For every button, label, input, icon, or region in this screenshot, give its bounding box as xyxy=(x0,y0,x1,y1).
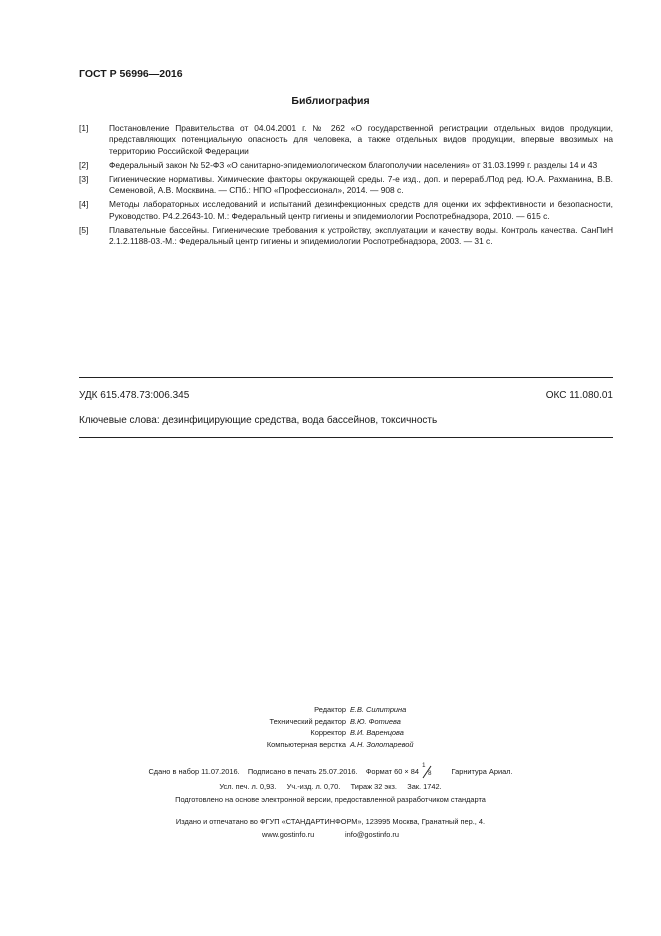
format-label: Формат 60 xyxy=(365,767,403,776)
format-fraction xyxy=(421,763,435,778)
reference-text: Федеральный закон № 52-ФЗ «О санитарно-эпидемиологическом благополучии населения» от 31.03.1999 г. разделы 14 и 43 xyxy=(109,159,598,170)
reference-item xyxy=(79,225,613,248)
delivered-date: Сдано в набор 11.07.2016. xyxy=(148,767,240,776)
pub-sheets: Уч.-изд. л. 0,70. xyxy=(286,782,341,791)
credit-name: В.И. Варенцова xyxy=(350,728,404,737)
print-sheets: Усл. печ. л. 0,93. xyxy=(219,782,277,791)
credit-row xyxy=(0,717,661,729)
email-link[interactable]: info@gostinfo.ru xyxy=(345,830,399,839)
signed-date: Подписано в печать 25.07.2016. xyxy=(247,767,358,776)
reference-number: [1] xyxy=(79,123,89,133)
reference-text: Гигиенические нормативы. Химические факторы окружающей среды. 7-е изд., доп. и перераб./Под ред. Ю.А. Рахманина, В.В. Семеновой, А.В. Москвина. — СПб.: НПО «Профессионал», 2014. — 908 с. xyxy=(109,173,613,196)
credits-block xyxy=(0,705,661,751)
reference-item xyxy=(79,123,613,157)
reference-list xyxy=(79,123,613,250)
bibliography-title: Библиография xyxy=(291,95,370,107)
format-times: × xyxy=(404,767,409,776)
reference-text: Методы лабораторных исследований и испытаний дезинфекционных средств для оценки их эффективности и безопасности, Руководство. Р4.2.2643-10. М.: Федеральный центр гигиены и эпидемиологии Роспотребнадзора, 2010. — 615 с. xyxy=(109,199,613,221)
reference-number: [4] xyxy=(79,199,89,210)
prepared-note: Подготовлено на основе электронной версии, предоставленной разработчиком стандарта xyxy=(175,795,486,804)
oks-code: ОКС 11.080.01 xyxy=(545,390,613,401)
credit-role: Технический редактор xyxy=(269,716,346,726)
contact-line xyxy=(0,830,661,839)
format-denominator: 8 xyxy=(428,771,432,778)
reference-item xyxy=(79,174,613,197)
divider-top xyxy=(79,377,613,378)
credit-role: Редактор xyxy=(314,705,346,714)
credit-name: В.Ю. Фотиева xyxy=(350,716,401,726)
credit-row xyxy=(0,740,661,752)
imprint-line-1 xyxy=(0,763,661,778)
keywords: Ключевые слова: дезинфицирующие средства, вода бассейнов, токсичность xyxy=(79,415,438,426)
credit-name: А.Н. Золотаревой xyxy=(350,739,414,749)
reference-text: Постановление Правительства от 04.04.2001 г. № 262 «О государственной регистрации отдельных видов продукции, представляющих потенциальную опасность для человека, а также отдельных видов продукции, впервые ввозимых на территорию Российской Федерации xyxy=(109,123,613,156)
credit-name: Е.В. Силитрина xyxy=(350,705,407,714)
imprint-line-2 xyxy=(0,782,661,791)
publisher-line: Издано и отпечатано во ФГУП «СТАНДАРТИНФОРМ», 123995 Москва, Гранатный пер., 4. xyxy=(175,817,486,826)
order-number: Зак. 1742. xyxy=(407,782,442,791)
typeface: Гарнитура Ариал. xyxy=(451,767,513,776)
copies: Тираж 32 экз. xyxy=(350,782,397,791)
reference-number: [3] xyxy=(79,173,89,184)
credit-row xyxy=(0,705,661,717)
reference-number: [5] xyxy=(79,224,89,235)
credit-row xyxy=(0,728,661,740)
reference-number: [2] xyxy=(79,159,89,170)
format-value: 84 xyxy=(410,767,420,776)
credit-role: Корректор xyxy=(310,728,346,737)
website-link[interactable]: www.gostinfo.ru xyxy=(262,830,315,839)
udk-code: УДК 615.478.73:006.345 xyxy=(79,390,190,401)
reference-item xyxy=(79,199,613,222)
reference-text: Плавательные бассейны. Гигиенические требования к устройству, эксплуатации и качеству воды. Контроль качества. СанПиН 2.1.2.1188-03.-М.: Федеральный центр гигиены и эпидемиологии Роспотребнадзора, 2003. — 31 с. xyxy=(109,224,613,247)
credit-role: Компьютерная верстка xyxy=(266,739,346,749)
standard-header: ГОСТ Р 56996—2016 xyxy=(79,68,183,80)
format-numerator: 1 xyxy=(422,763,426,770)
reference-item xyxy=(79,160,613,171)
divider-bottom xyxy=(79,437,613,438)
